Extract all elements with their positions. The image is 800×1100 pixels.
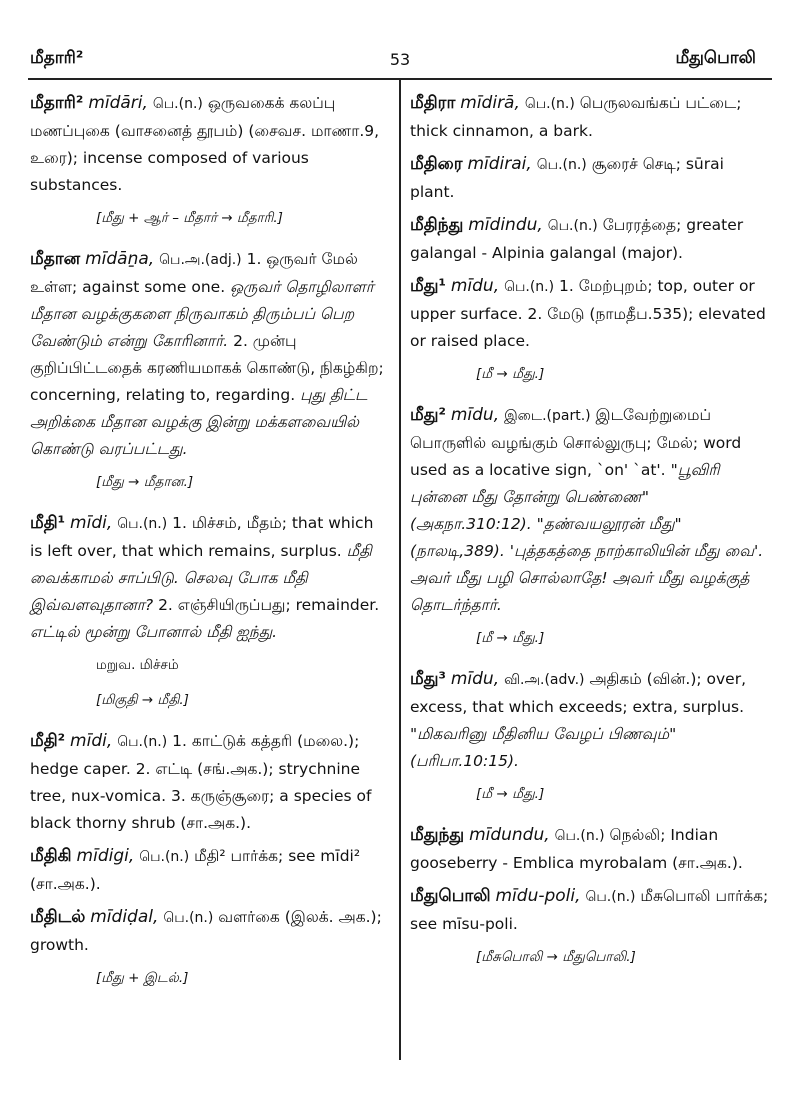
entry-meedhu-1 <box>410 273 770 355</box>
definition: இடவேற்றுமைப் பொருளில் வழங்கும் சொல்லுருபு; மேல்; word used as a locative sign, `on' `at'. <box>410 406 742 479</box>
definition: 2. முன்பு குறிப்பிட்டதைக் கரணியமாகக் கொண்டு, நிகழ்கிற; concerning, relating to, regarding. <box>30 332 384 404</box>
headword: மீதாரி² <box>30 93 84 113</box>
part-of-speech: பெ.(n.) <box>547 218 598 234</box>
entry-meedhari <box>30 90 390 199</box>
transliteration: mīdirai, <box>467 154 532 174</box>
left-column <box>30 90 390 1006</box>
headword: மீதி¹ <box>30 513 66 533</box>
part-of-speech: பெ.(n.) <box>117 734 168 750</box>
part-of-speech: பெ.(n.) <box>163 910 214 926</box>
entry-meedhigi <box>30 843 390 898</box>
synonym-note: மறுவ. மிச்சம் <box>96 657 179 673</box>
headword: மீதிந்து <box>410 215 464 235</box>
transliteration: mīdāṉa, <box>85 249 155 269</box>
etymology: [மீ → மீது.] <box>476 786 545 802</box>
headword: மீதிரை <box>410 154 463 174</box>
headword: மீது³ <box>410 669 446 689</box>
definition: சூரைச் செடி; sūrai plant. <box>410 155 724 201</box>
entry-meedhu-3 <box>410 666 770 775</box>
transliteration: mīdu, <box>450 669 500 689</box>
entry-meedhira <box>410 90 770 145</box>
transliteration: mīdiḍal, <box>90 907 159 927</box>
definition: மீசுபொலி பார்க்க; see mīsu-poli. <box>410 887 769 933</box>
definition: பேரரத்தை; greater galangal - Alpinia galangal (major). <box>410 216 744 262</box>
definition: 1. மேற்புறம்; top, outer or upper surface. 2. மேடு (நாமதீப.535); elevated or raised place. <box>410 277 766 350</box>
example: "மிகவரினு மீதினிய வேழப் பிணவும்" (பரிபா.10:15). <box>410 725 677 770</box>
transliteration: mīdirā, <box>460 93 520 113</box>
column-divider <box>399 80 401 1060</box>
entry-meedhundhu <box>410 822 770 877</box>
definition: வளர்கை (இலக். அக.); growth. <box>30 908 382 954</box>
definition: நெல்லி; Indian gooseberry - Emblica myrobalam (சா.அக.). <box>410 826 743 872</box>
header-left-guide-word: மீதாரி² <box>30 48 84 68</box>
example: ஒருவர் தொழிலாளர் மீதான வழக்குகளை நிருவாகம் திரும்பப் பெற வேண்டும் என்று கோரினார். <box>30 278 374 350</box>
etymology: [மீது → மீதான.] <box>96 474 194 490</box>
example: எட்டில் மூன்று போனால் மீதி ஐந்து. <box>30 623 278 641</box>
headword: மீது¹ <box>410 276 446 296</box>
part-of-speech: பெ.அ.(adj.) <box>159 252 242 268</box>
entry-meedhirai <box>410 151 770 206</box>
definition: அதிகம் (வின்.); over, excess, that which exceeds; extra, surplus. <box>410 670 747 716</box>
page-number: 53 <box>389 50 411 69</box>
example: புது திட்ட அறிக்கை மீதான வழக்கு இன்று மக்களவையில் கொண்டு வரப்பட்டது. <box>30 386 368 458</box>
transliteration: mīdu-poli, <box>495 886 581 906</box>
entry-meedhi-2 <box>30 728 390 837</box>
entry-meedhi-1 <box>30 510 390 646</box>
part-of-speech: வி.அ.(adv.) <box>504 672 585 688</box>
part-of-speech: பெ.(n.) <box>139 849 190 865</box>
etymology: [மீ → மீது.] <box>476 366 545 382</box>
definition: மீதி² பார்க்க; see mīdi² (சா.அக.). <box>30 847 361 893</box>
part-of-speech: பெ.(n.) <box>117 516 168 532</box>
definition: 1. காட்டுக் கத்தரி (மலை.); hedge caper. 2. எட்டி (சங்.அக.); strychnine tree, nux-vomica. 3. கருஞ்சூரை; a species of black thorny shrub (சா.அக.). <box>30 732 372 832</box>
transliteration: mīdigi, <box>76 846 135 866</box>
transliteration: mīdi, <box>70 513 113 533</box>
entry-meedhidal <box>30 904 390 959</box>
part-of-speech: இடை.(part.) <box>504 408 591 424</box>
definition: 1. ஒருவர் மேல் உள்ள; against some one. <box>30 250 358 296</box>
etymology: [மிகுதி → மீதி.] <box>96 692 189 708</box>
header-right-guide-word: மீதுபொலி <box>675 48 756 68</box>
transliteration: mīdu, <box>450 276 500 296</box>
example: மீதி வைக்காமல் சாப்பிடு. செலவு போக மீதி இவ்வளவுதானா? <box>30 542 372 614</box>
definition: ஒருவகைக் கலப்பு மணப்புகை (வாசனைத் தூபம்) (சைவச. மாணா.9, உரை); incense composed of various substances. <box>30 94 380 194</box>
part-of-speech: பெ.(n.) <box>504 279 555 295</box>
headword: மீதிகி <box>30 846 72 866</box>
part-of-speech: பெ.(n.) <box>536 157 587 173</box>
headword: மீதான <box>30 249 81 269</box>
headword: மீதுந்து <box>410 825 465 845</box>
etymology: [மீது + ஆர் – மீதார் → மீதாரி.] <box>96 210 283 226</box>
transliteration: mīdundu, <box>469 825 550 845</box>
right-column <box>410 90 770 985</box>
entry-meedhu-poli <box>410 883 770 938</box>
entry-meedhu-2 <box>410 402 770 619</box>
part-of-speech: பெ.(n.) <box>554 828 605 844</box>
part-of-speech: பெ.(n.) <box>152 96 203 112</box>
transliteration: mīdi, <box>70 731 113 751</box>
transliteration: mīdindu, <box>468 215 543 235</box>
example: "பூவிரி புன்னை மீது தோன்று பெண்ணை" (அகநா.310:12). "தண்வயலூரன் மீது" (நாலடி,389). 'புத்தகத்தை நாற்காலியின் மீது வை'. அவர் மீது பழி சொல்லாதே! அவர் மீது வழக்குத் தொடர்ந்தார். <box>410 461 764 614</box>
headword: மீதுபொலி <box>410 886 491 906</box>
headword: மீதிரா <box>410 93 456 113</box>
transliteration: mīdu, <box>450 405 500 425</box>
etymology: [மீ → மீது.] <box>476 630 545 646</box>
etymology: [மீது + இடல்.] <box>96 970 189 986</box>
part-of-speech: பெ.(n.) <box>585 889 636 905</box>
etymology: [மீசுபொலி → மீதுபொலி.] <box>476 949 636 965</box>
headword: மீதி² <box>30 731 66 751</box>
headword: மீதிடல் <box>30 907 86 927</box>
transliteration: mīdāri, <box>88 93 148 113</box>
entry-meedhindhu <box>410 212 770 267</box>
part-of-speech: பெ.(n.) <box>524 96 575 112</box>
headword: மீது² <box>410 405 446 425</box>
definition: பெருலவங்கப் பட்டை; thick cinnamon, a bark. <box>410 94 742 140</box>
definition: 2. எஞ்சியிருப்பது; remainder. <box>158 596 380 614</box>
entry-meedhana <box>30 246 390 463</box>
definition: 1. மிச்சம், மீதம்; that which is left over, that which remains, surplus. <box>30 514 374 560</box>
